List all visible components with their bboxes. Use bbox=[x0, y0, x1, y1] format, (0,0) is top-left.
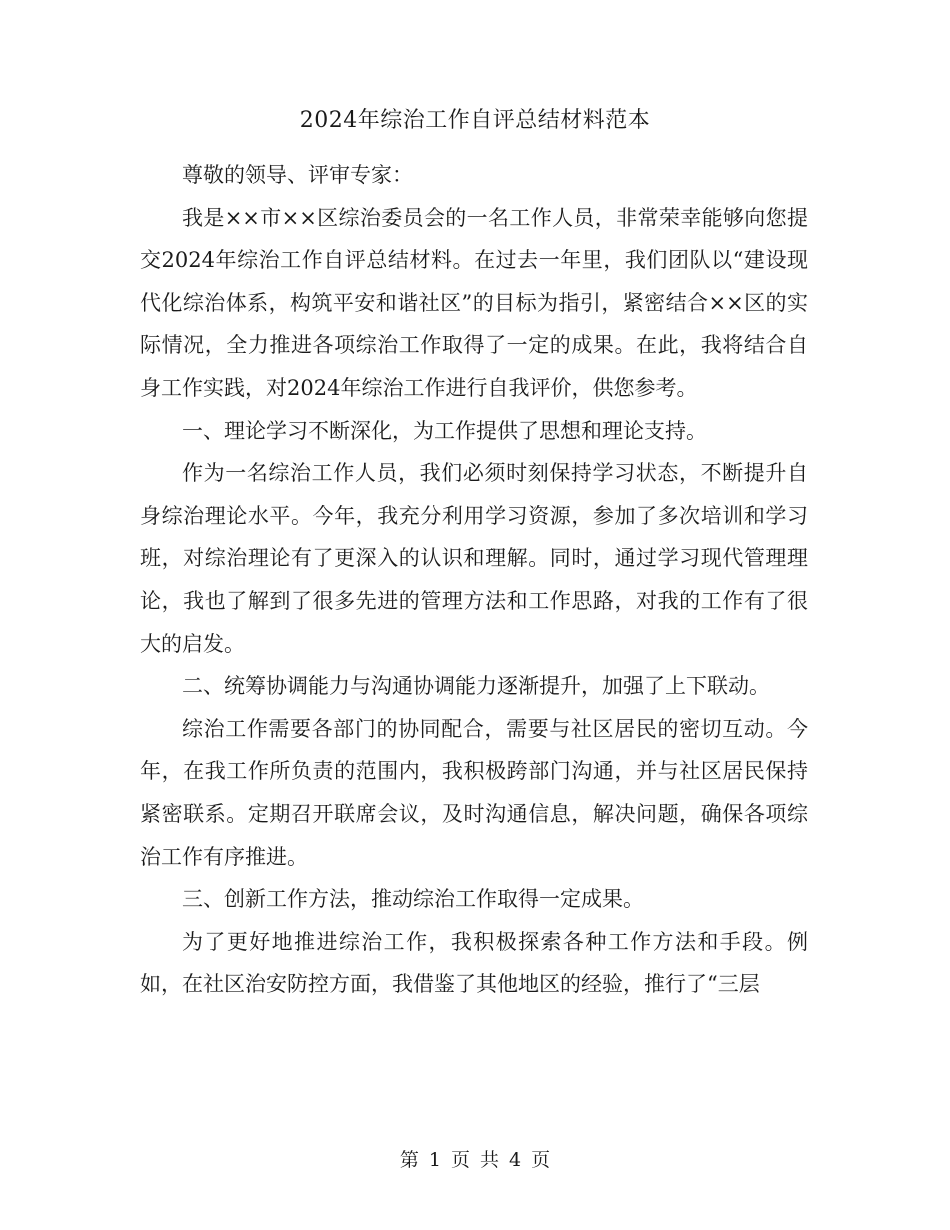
section-heading-3: 三、创新工作方法，推动综治工作取得一定成果。 bbox=[182, 887, 644, 912]
section-heading-1: 一、理论学习不断深化，为工作提供了思想和理论支持。 bbox=[182, 418, 707, 443]
document-body bbox=[140, 154, 808, 1006]
salutation-paragraph: 尊敬的领导、评审专家： bbox=[182, 163, 413, 187]
section-paragraph-3: 为了更好地推进综治工作，我积极探索各种工作方法和手段。例如，在社区治安防控方面，我借鉴了其他地区的经验，推行了“三层 bbox=[140, 929, 808, 997]
section-paragraph-2: 综治工作需要各部门的协同配合，需要与社区居民的密切互动。今年，在我工作所负责的范围内，我积极跨部门沟通，并与社区居民保持紧密联系。定期召开联席会议，及时沟通信息，解决问题，确保各项综治工作有序推进。 bbox=[140, 716, 808, 869]
page-footer: 第 1 页 共 4 页 bbox=[399, 1149, 551, 1171]
document-title: 2024年综治工作自评总结材料范本 bbox=[299, 108, 651, 133]
section-heading-2: 二、统筹协调能力与沟通协调能力逐渐提升，加强了上下联动。 bbox=[182, 674, 770, 699]
section-paragraph-1: 作为一名综治工作人员，我们必须时刻保持学习状态，不断提升自身综治理论水平。今年，我充分利用学习资源，参加了多次培训和学习班，对综治理论有了更深入的认识和理解。同时，通过学习现代管理理论，我也了解到了很多先进的管理方法和工作思路，对我的工作有了很大的启发。 bbox=[140, 461, 808, 656]
intro-paragraph: 我是××市××区综治委员会的一名工作人员，非常荣幸能够向您提交2024年综治工作自评总结材料。在过去一年里，我们团队以“建设现代化综治体系，构筑平安和谐社区”的目标为指引，紧密结合××区的实际情况，全力推进各项综治工作取得了一定的成果。在此，我将结合自身工作实践，对2024年综治工作进行自我评价，供您参考。 bbox=[140, 205, 808, 400]
